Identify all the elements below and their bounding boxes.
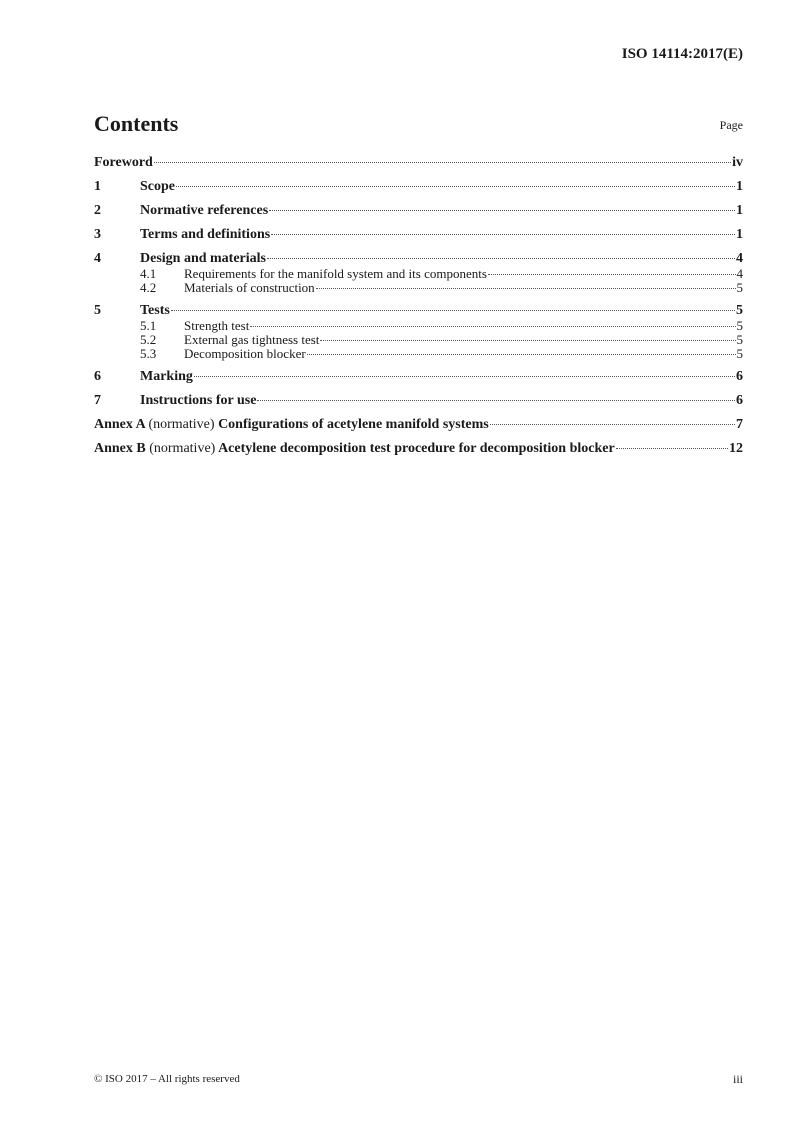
toc-entry-requirements[interactable]: [94, 267, 743, 281]
toc-entry-page: 1: [736, 203, 743, 218]
toc-entry-number: 3: [94, 227, 101, 242]
page-title: Contents: [94, 111, 179, 136]
toc-entry-page: 1: [736, 179, 743, 194]
toc-entry-page: 5: [736, 346, 743, 361]
toc-entry-page: 4: [736, 266, 743, 281]
toc-entry-number: 6: [94, 369, 101, 384]
toc-entry-page: 4: [736, 251, 743, 266]
dot-leader: [616, 448, 728, 449]
annex-label: Annex A: [94, 417, 145, 432]
toc-entry-external-gas-tightness-test[interactable]: [94, 333, 743, 347]
annex-qualifier: (normative): [148, 417, 215, 432]
toc-entry-number: 4.2: [140, 280, 157, 295]
toc-entry-number: 5.3: [140, 346, 157, 361]
toc-entry-title: [94, 441, 615, 457]
dot-leader: [176, 186, 735, 187]
page-column-label: Page: [719, 118, 743, 132]
dot-leader: [171, 310, 735, 311]
annex-label: Annex B: [94, 441, 146, 456]
toc-entry-marking[interactable]: [94, 369, 743, 385]
toc-entry-strength-test[interactable]: [94, 319, 743, 333]
toc-entry-foreword[interactable]: [94, 155, 743, 171]
toc-entry-title: Normative references: [140, 203, 269, 218]
dot-leader: [250, 326, 735, 327]
toc-entry-title: Requirements for the manifold system and its components: [184, 266, 487, 281]
toc-entry-page: 12: [729, 441, 743, 456]
dot-leader: [271, 234, 735, 235]
dot-leader: [267, 258, 735, 259]
toc-entry-title: Materials of construction: [184, 280, 315, 295]
toc-entry-page: 5: [736, 332, 743, 347]
toc-entry-number: 4.1: [140, 266, 157, 281]
annex-title: Acetylene decomposition test procedure for decomposition blocker: [218, 441, 615, 456]
toc-entry-tests[interactable]: [94, 303, 743, 319]
toc-entry-number: 5.2: [140, 332, 157, 347]
dot-leader: [194, 376, 735, 377]
toc-entry-title: Decomposition blocker: [184, 346, 306, 361]
dot-leader: [488, 274, 736, 275]
toc-entry-page: 5: [736, 303, 743, 318]
toc-entry-number: 5.1: [140, 318, 157, 333]
toc-entry-terms-and-definitions[interactable]: [94, 227, 743, 243]
toc-entry-title: Design and materials: [140, 251, 266, 266]
copyright-notice: © ISO 2017 – All rights reserved: [94, 1073, 240, 1085]
toc-entry-page: 7: [736, 417, 743, 432]
annex-title: Configurations of acetylene manifold systems: [218, 417, 489, 432]
toc-entry-scope[interactable]: [94, 179, 743, 195]
toc-entry-annex-a[interactable]: [94, 417, 743, 433]
toc-entry-page: iv: [732, 155, 743, 170]
toc-entry-number: 2: [94, 203, 101, 218]
toc-entry-title: Strength test: [184, 318, 250, 333]
toc-entry-title: External gas tightness test: [184, 332, 320, 347]
toc-entry-page: 6: [736, 369, 743, 384]
toc-entry-number: 1: [94, 179, 101, 194]
toc-entry-title: [94, 417, 489, 433]
toc-entry-number: 4: [94, 251, 101, 266]
toc-entry-number: 7: [94, 393, 101, 408]
dot-leader: [269, 210, 735, 211]
toc-entry-page: 6: [736, 393, 743, 408]
dot-leader: [257, 400, 735, 401]
annex-qualifier: (normative): [149, 441, 216, 456]
toc-entry-page: 5: [736, 318, 743, 333]
toc-entry-title: Tests: [140, 303, 170, 318]
toc-entry-title: Marking: [140, 369, 193, 384]
document-id: ISO 14114:2017(E): [621, 46, 743, 62]
toc-entry-design-and-materials[interactable]: [94, 251, 743, 267]
toc-entry-number: 5: [94, 303, 101, 318]
toc-entry-annex-b[interactable]: [94, 441, 743, 457]
toc-entry-decomposition-blocker[interactable]: [94, 347, 743, 361]
toc-entry-title: Scope: [140, 179, 175, 194]
dot-leader: [320, 340, 735, 341]
toc-entry-materials-of-construction[interactable]: [94, 281, 743, 295]
page-number: iii: [732, 1072, 743, 1086]
toc-entry-title: Terms and definitions: [140, 227, 271, 242]
dot-leader: [490, 424, 735, 425]
toc-entry-title: Instructions for use: [140, 393, 257, 408]
toc-entry-normative-references[interactable]: [94, 203, 743, 219]
table-of-contents: [94, 155, 743, 457]
toc-entry-title: Foreword: [94, 155, 153, 170]
dot-leader: [307, 354, 736, 355]
toc-entry-page: 5: [736, 280, 743, 295]
dot-leader: [316, 288, 736, 289]
toc-entry-page: 1: [736, 227, 743, 242]
toc-entry-instructions-for-use[interactable]: [94, 393, 743, 409]
dot-leader: [154, 162, 731, 163]
